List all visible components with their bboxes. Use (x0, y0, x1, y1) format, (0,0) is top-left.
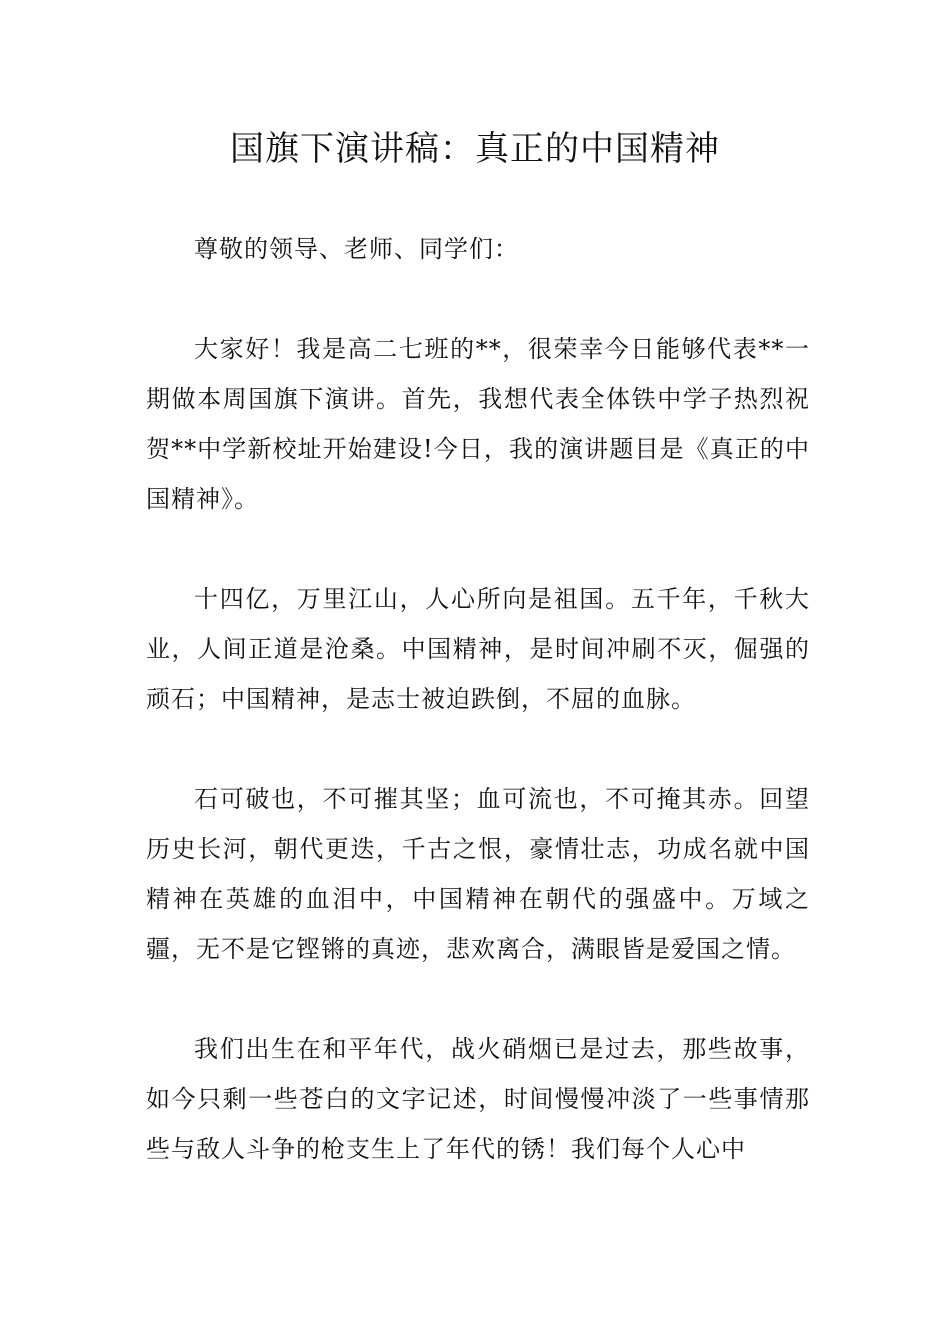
document-title: 国旗下演讲稿：真正的中国精神 (230, 129, 720, 169)
document-body (146, 224, 810, 1224)
body-paragraph-3: 石可破也，不可摧其坚；血可流也，不可掩其赤。回望历史长河，朝代更迭，千古之恨，豪情壮志，功成名就中国精神在英雄的血泪中，中国精神在朝代的强盛中。万域之疆，无不是它铿锵的真迹，悲欢离合，满眼皆是爱国之情。 (146, 785, 810, 963)
body-paragraph-4: 我们出生在和平年代，战火硝烟已是过去，那些故事，如今只剩一些苍白的文字记述，时间慢慢冲淡了一些事情那些与敌人斗争的枪支生上了年代的锈！我们每个人心中 (146, 1035, 810, 1163)
body-paragraph-2: 十四亿，万里江山，人心所向是祖国。五千年，千秋大业，人间正道是沧桑。中国精神，是时间冲刷不灭，倔强的顽石；中国精神，是志士被迫跌倒，不屈的血脉。 (146, 585, 810, 713)
greeting-paragraph: 尊敬的领导、老师、同学们： (194, 235, 519, 263)
body-paragraph-1: 大家好！我是高二七班的**，很荣幸今日能够代表**一期做本周国旗下演讲。首先，我想代表全体铁中学子热烈祝贺**中学新校址开始建设!今日，我的演讲题目是《真正的中国精神》。 (146, 335, 810, 513)
